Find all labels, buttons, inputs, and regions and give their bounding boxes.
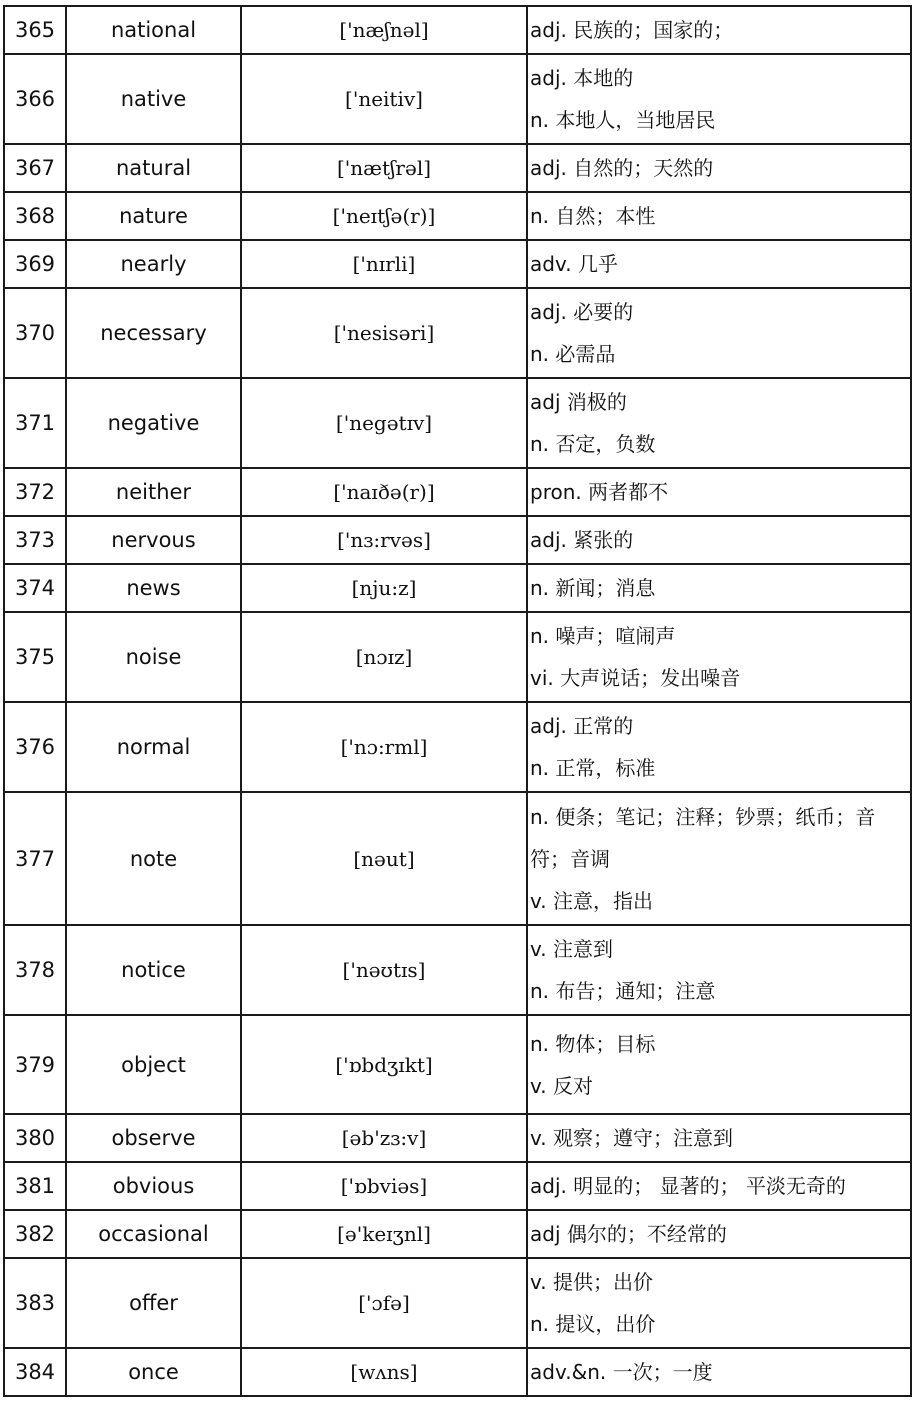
entry-phonetic: ['nɪrli]: [241, 240, 527, 288]
definition-line: n. 物体；目标: [530, 1031, 656, 1056]
entry-definition: [527, 1258, 911, 1348]
entry-phonetic: [nju:z]: [241, 564, 527, 612]
entry-number: 380: [4, 1114, 66, 1162]
table-row: [4, 1348, 911, 1396]
definition-line: n. 本地人，当地居民: [530, 108, 716, 132]
entry-word: note: [66, 792, 241, 925]
definition-line: pron. 两者都不: [530, 480, 669, 504]
table-row: [4, 516, 911, 564]
entry-number: 374: [4, 564, 66, 612]
entry-number: 366: [4, 54, 66, 144]
entry-word: object: [66, 1015, 241, 1114]
entry-number: 378: [4, 925, 66, 1015]
definition-line: adj. 明显的； 显著的； 平淡无奇的: [530, 1174, 846, 1198]
entry-definition: [527, 516, 911, 564]
table-row: [4, 1114, 911, 1162]
entry-phonetic: ['naɪðə(r)]: [241, 468, 527, 516]
definition-line: v. 注意，指出: [530, 888, 653, 913]
definition-line: adj. 自然的；天然的: [530, 156, 714, 180]
entry-phonetic: ['nesisəri]: [241, 288, 527, 378]
table-row: [4, 6, 911, 54]
entry-number: 379: [4, 1015, 66, 1114]
definition-line: adj 消极的: [530, 390, 627, 414]
entry-number: 372: [4, 468, 66, 516]
definition-line: adv.&n. 一次；一度: [530, 1360, 713, 1384]
entry-number: 384: [4, 1348, 66, 1396]
definition-line: n. 新闻；消息: [530, 576, 656, 600]
entry-word: natural: [66, 144, 241, 192]
entry-definition: [527, 240, 911, 288]
table-row: [4, 1015, 911, 1114]
entry-word: occasional: [66, 1210, 241, 1258]
table-row: [4, 564, 911, 612]
entry-definition: [527, 612, 911, 702]
entry-definition: [527, 288, 911, 378]
definition-line: adj. 必要的: [530, 300, 634, 324]
entry-phonetic: ['nəʊtɪs]: [241, 925, 527, 1015]
table-row: [4, 792, 911, 925]
entry-definition: [527, 144, 911, 192]
definition-line: v. 注意到: [530, 937, 613, 961]
entry-phonetic: ['nɜ:rvəs]: [241, 516, 527, 564]
entry-definition: [527, 1114, 911, 1162]
entry-number: 373: [4, 516, 66, 564]
entry-phonetic: ['neitiv]: [241, 54, 527, 144]
table-row: [4, 54, 911, 144]
entry-number: 375: [4, 612, 66, 702]
entry-definition: [527, 1210, 911, 1258]
definition-line: adj. 紧张的: [530, 528, 634, 552]
entry-word: negative: [66, 378, 241, 468]
vocabulary-table-body: [4, 6, 911, 1396]
entry-definition: [527, 1162, 911, 1210]
entry-phonetic: [ə'keɪʒnl]: [241, 1210, 527, 1258]
entry-definition: [527, 378, 911, 468]
entry-number: 367: [4, 144, 66, 192]
table-row: [4, 702, 911, 792]
entry-definition: [527, 564, 911, 612]
table-row: [4, 925, 911, 1015]
entry-word: nearly: [66, 240, 241, 288]
entry-definition: [527, 54, 911, 144]
entry-definition: [527, 702, 911, 792]
entry-word: obvious: [66, 1162, 241, 1210]
table-row: [4, 612, 911, 702]
entry-number: 377: [4, 792, 66, 925]
definition-line: n. 正常，标准: [530, 756, 656, 780]
entry-number: 371: [4, 378, 66, 468]
entry-phonetic: [nəut]: [241, 792, 527, 925]
entry-number: 376: [4, 702, 66, 792]
entry-number: 383: [4, 1258, 66, 1348]
table-row: [4, 192, 911, 240]
entry-phonetic: [wʌns]: [241, 1348, 527, 1396]
table-row: [4, 1258, 911, 1348]
entry-number: 369: [4, 240, 66, 288]
entry-phonetic: ['næʃnəl]: [241, 6, 527, 54]
definition-line: n. 自然；本性: [530, 204, 656, 228]
entry-number: 368: [4, 192, 66, 240]
table-row: [4, 1162, 911, 1210]
definition-line: adj. 民族的；国家的；: [530, 18, 734, 42]
entry-word: nervous: [66, 516, 241, 564]
definition-line: adj. 正常的: [530, 714, 634, 738]
entry-definition: [527, 792, 911, 925]
table-row: [4, 288, 911, 378]
table-row: [4, 378, 911, 468]
entry-word: noise: [66, 612, 241, 702]
table-row: [4, 240, 911, 288]
entry-definition: [527, 1348, 911, 1396]
definition-line: v. 提供；出价: [530, 1270, 653, 1294]
vocabulary-table: [3, 5, 912, 1397]
entry-number: 365: [4, 6, 66, 54]
entry-phonetic: [nɔɪz]: [241, 612, 527, 702]
table-row: [4, 144, 911, 192]
entry-number: 382: [4, 1210, 66, 1258]
entry-number: 370: [4, 288, 66, 378]
entry-word: normal: [66, 702, 241, 792]
entry-definition: [527, 1015, 911, 1114]
entry-definition: [527, 468, 911, 516]
definition-line: vi. 大声说话；发出噪音: [530, 666, 741, 690]
definition-line: n. 必需品: [530, 342, 616, 366]
entry-phonetic: ['ɒbviəs]: [241, 1162, 527, 1210]
entry-word: national: [66, 6, 241, 54]
entry-definition: [527, 925, 911, 1015]
entry-phonetic: ['neɪtʃə(r)]: [241, 192, 527, 240]
entry-phonetic: ['nɔ:rml]: [241, 702, 527, 792]
entry-definition: [527, 6, 911, 54]
definition-line: n. 提议，出价: [530, 1312, 656, 1336]
entry-word: native: [66, 54, 241, 144]
entry-phonetic: ['ɒbdʒɪkt]: [241, 1015, 527, 1114]
entry-word: once: [66, 1348, 241, 1396]
definition-line: adv. 几乎: [530, 252, 618, 276]
entry-definition: [527, 192, 911, 240]
entry-word: neither: [66, 468, 241, 516]
entry-word: observe: [66, 1114, 241, 1162]
entry-phonetic: [əb'zɜ:v]: [241, 1114, 527, 1162]
definition-line: adj. 本地的: [530, 66, 634, 90]
definition-line: n. 便条；笔记；注释；钞票；纸币；音符；音调: [530, 804, 876, 871]
entry-number: 381: [4, 1162, 66, 1210]
entry-phonetic: ['ɔfə]: [241, 1258, 527, 1348]
definition-line: n. 否定，负数: [530, 432, 656, 456]
entry-word: offer: [66, 1258, 241, 1348]
entry-word: necessary: [66, 288, 241, 378]
entry-word: notice: [66, 925, 241, 1015]
table-row: [4, 1210, 911, 1258]
definition-line: v. 反对: [530, 1073, 593, 1098]
definition-line: adj 偶尔的；不经常的: [530, 1222, 727, 1246]
definition-line: v. 观察；遵守；注意到: [530, 1126, 733, 1150]
definition-line: n. 噪声；喧闹声: [530, 624, 676, 648]
entry-phonetic: ['nætʃrəl]: [241, 144, 527, 192]
definition-line: n. 布告；通知；注意: [530, 979, 716, 1003]
entry-phonetic: ['negətɪv]: [241, 378, 527, 468]
table-row: [4, 468, 911, 516]
entry-word: news: [66, 564, 241, 612]
entry-word: nature: [66, 192, 241, 240]
